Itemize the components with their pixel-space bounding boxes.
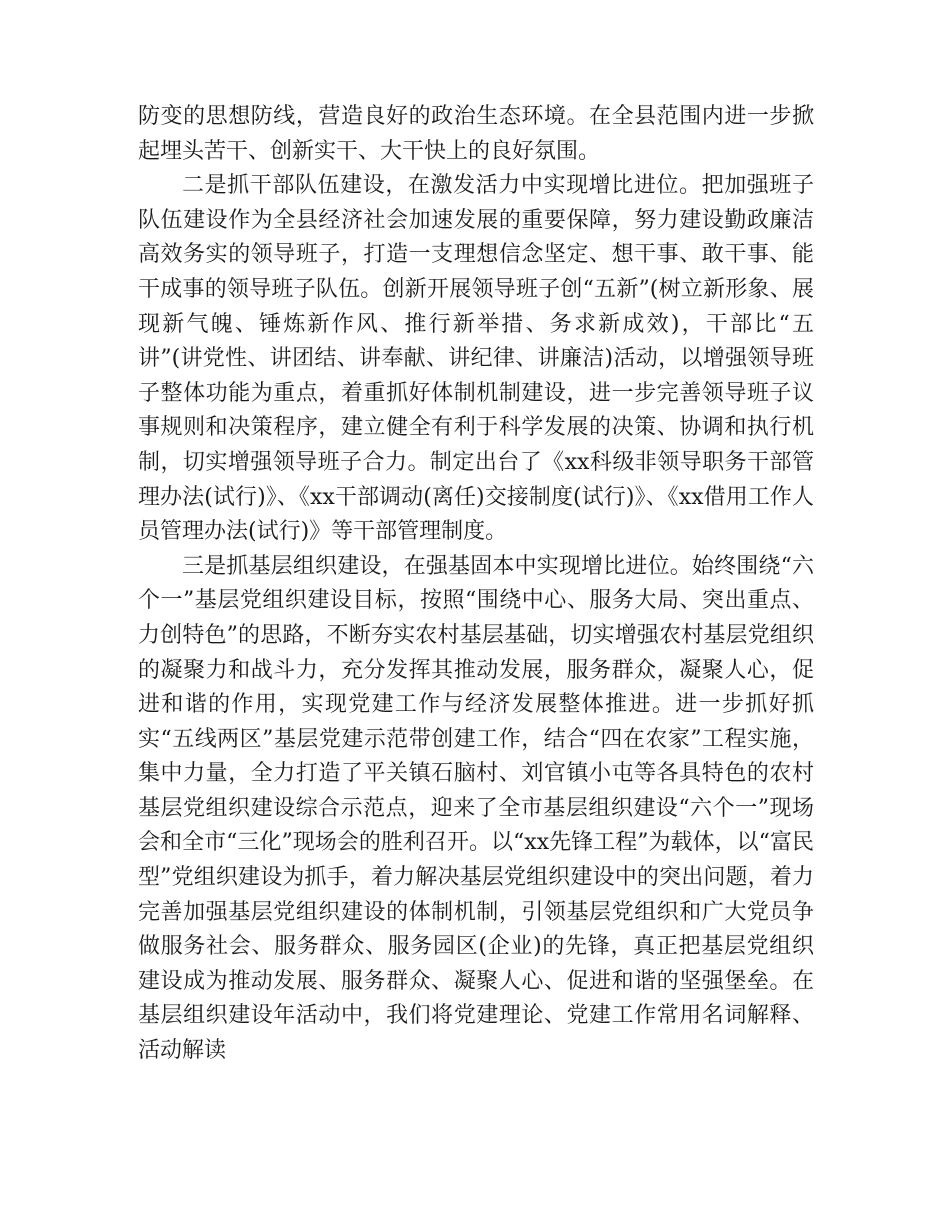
paragraph-1: 防变的思想防线，营造良好的政治生态环境。在全县范围内进一步掀起埋头苦干、创新实干、大干快上的良好氛围。 [138, 104, 814, 164]
paragraph-3: 三是抓基层组织建设，在强基固本中实现增比进位。始终围绕“六个一”基层党组织建设目标，按照“围绕中心、服务大局、突出重点、力创特色”的思路，不断夯实农村基层基础，切实增强农村基层党组织的凝聚力和战斗力，充分发挥其推动发展，服务群众，凝聚人心，促进和谐的作用，实现党建工作与经济发展整体推进。进一步抓好抓实“五线两区”基层党建示范带创建工作，结合“四在农家”工程实施，集中力量，全力打造了平关镇石脑村、刘官镇小屯等各具特色的农村基层党组织建设综合示范点，迎来了全市基层组织建设“六个一”现场会和全市“三化”现场会的胜利召开。以“xx先锋工程”为载体，以“富民型”党组织建设为抓手，着力解决基层党组织建设中的突出问题，着力完善加强基层党组织建设的体制机制，引领基层党组织和广大党员争做服务社会、服务群众、服务园区(企业)的先锋，真正把基层党组织建设成为推动发展、服务群众、凝聚人心、促进和谐的坚强堡垒。在基层组织建设年活动中，我们将党建理论、党建工作常用名词解释、活动解读 [138, 553, 814, 1064]
document-page [138, 100, 814, 1069]
paragraph-2: 二是抓干部队伍建设，在激发活力中实现增比进位。把加强班子队伍建设作为全县经济社会加速发展的重要保障，努力建设勤政廉洁高效务实的领导班子，打造一支理想信念坚定、想干事、敢干事、能干成事的领导班子队伍。创新开展领导班子创“五新”(树立新形象、展现新气魄、锤炼新作风、推行新举措、务求新成效)，干部比“五讲”(讲党性、讲团结、讲奉献、讲纪律、讲廉洁)活动，以增强领导班子整体功能为重点，着重抓好体制机制建设，进一步完善领导班子议事规则和决策程序，建立健全有利于科学发展的决策、协调和执行机制，切实增强领导班子合力。制定出台了《xx科级非领导职务干部管理办法(试行)》、《xx干部调动(离任)交接制度(试行)》、《xx借用工作人员管理办法(试行)》等干部管理制度。 [138, 173, 814, 545]
